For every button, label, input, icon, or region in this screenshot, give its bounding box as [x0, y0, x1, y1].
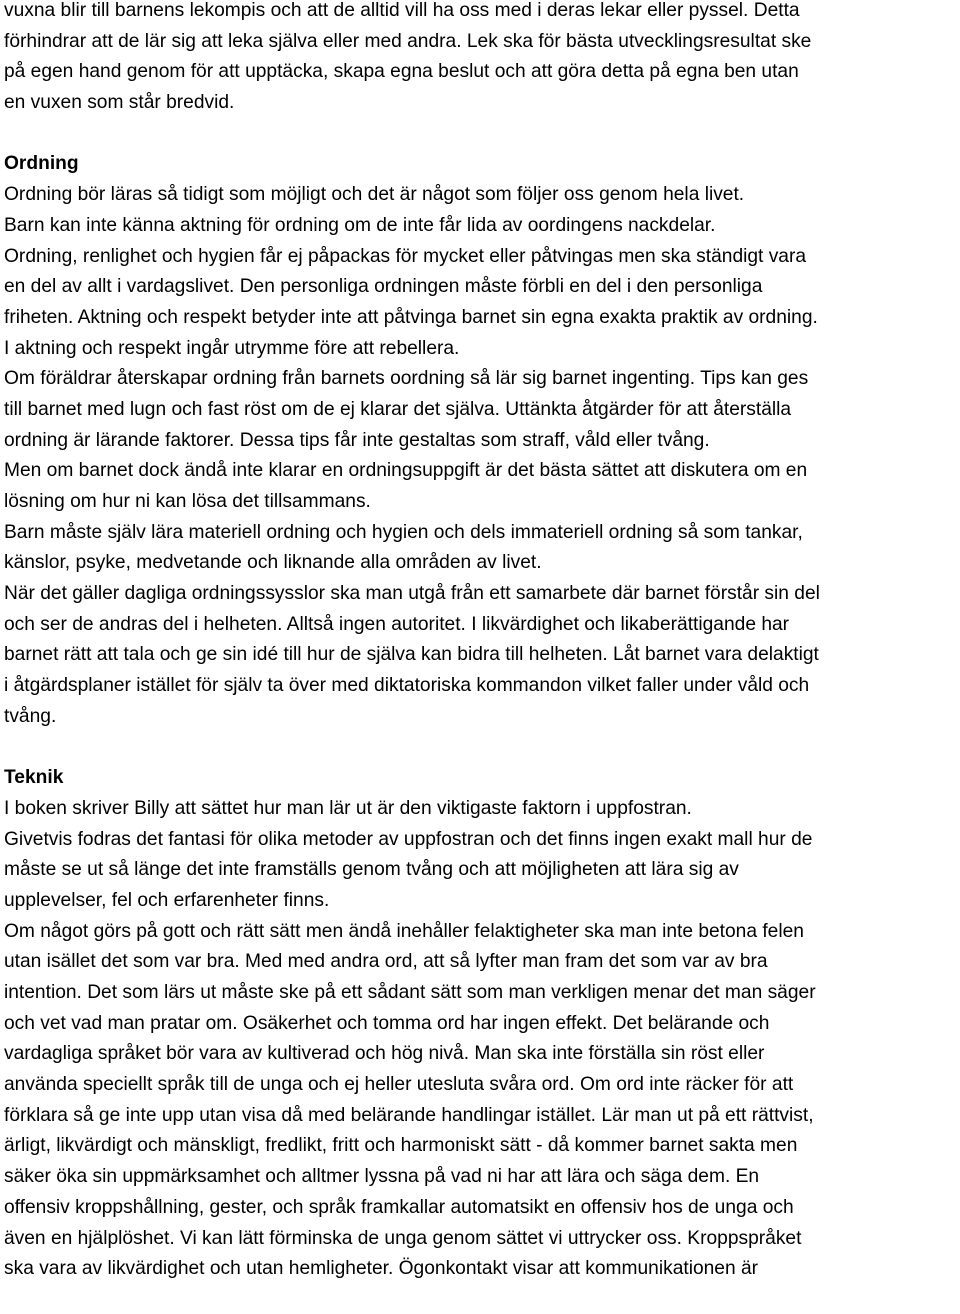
intro-paragraph	[4, 0, 956, 119]
body-line: offensiv kroppshållning, gester, och språk framkallar automatsikt en offensiv hos de unga och	[4, 1196, 794, 1218]
body-line: Om något görs på gott och rätt sätt men ändå inehåller felaktigheter ska man inte betona felen	[4, 920, 804, 942]
body-line: Givetvis fodras det fantasi för olika metoder av uppfostran och det finns ingen exakt mall hur de	[4, 828, 813, 850]
body-line: upplevelser, fel och erfarenheter finns.	[4, 889, 330, 911]
body-line: ärligt, likvärdigt och mänskligt, fredlikt, fritt och harmoniskt sätt - då kommer barnet sakta men	[4, 1135, 798, 1157]
intro-line: förhindrar att de lär sig att leka själva eller med andra. Lek ska för bästa utvecklingsresultat ske	[4, 30, 812, 52]
intro-line: vuxna blir till barnens lekompis och att de alltid vill ha oss med i deras lekar eller pyssel. Detta	[4, 0, 800, 21]
body-line: friheten. Aktning och respekt betyder inte att påtvinga barnet sin egna exakta praktik av ordning.	[4, 306, 818, 328]
body-line: I aktning och respekt ingår utrymme före att rebellera.	[4, 337, 460, 359]
document-page	[4, 0, 956, 1285]
body-line: och ser de andras del i helheten. Alltså ingen autoritet. I likvärdighet och likaberättigande har	[4, 613, 790, 635]
paragraph-gap	[4, 733, 956, 764]
body-line: Ordning, renlighet och hygien får ej påpackas för mycket eller påtvingas men ska ständigt vara	[4, 245, 807, 267]
body-line: lösning om hur ni kan lösa det tillsammans.	[4, 491, 371, 512]
body-line: I boken skriver Billy att sättet hur man lär ut är den viktigaste faktorn i uppfostran.	[4, 797, 692, 819]
body-line: intention. Det som lärs ut måste ske på ett sådant sätt som man verkligen menar det man säger	[4, 982, 816, 1003]
intro-line: på egen hand genom för att upptäcka, skapa egna beslut och att göra detta på egna ben utan	[4, 61, 799, 83]
body-line: känslor, psyke, medvetande och liknande alla områden av livet.	[4, 552, 542, 574]
section-heading: Teknik	[4, 767, 64, 789]
body-line: måste se ut så länge det inte framställs genom tvång och att möjligheten att lära sig av	[4, 859, 739, 881]
intro-line: en vuxen som står bredvid.	[4, 92, 235, 114]
body-line: Barn kan inte känna aktning för ordning om de inte får lida av oordingens nackdelar.	[4, 214, 716, 236]
body-line: till barnet med lugn och fast röst om de ej klarar det själva. Uttänkta åtgärder för att återställa	[4, 398, 792, 420]
body-line: förklara så ge inte upp utan visa då med belärande handlingar istället. Lär man ut på ett rättvist,	[4, 1104, 814, 1126]
section-ordning	[4, 149, 956, 732]
section-teknik	[4, 763, 956, 1285]
body-line: säker öka sin uppmärksamhet och alltmer lyssna på vad ni har att lära och säga dem. En	[4, 1166, 760, 1188]
body-line: och vet vad man pratar om. Osäkerhet och tomma ord har ingen effekt. Det belärande och	[4, 1012, 770, 1034]
body-line: När det gäller dagliga ordningssysslor ska man utgå från ett samarbete där barnet förstår sin del	[4, 583, 820, 605]
body-line: utan isället det som var bra. Med med andra ord, att så lyfter man fram det som var av bra	[4, 951, 768, 973]
body-line: Ordning bör läras så tidigt som möjligt och det är något som följer oss genom hela livet.	[4, 184, 745, 206]
body-line: Barn måste själv lära materiell ordning och hygien och dels immateriell ordning så som tankar,	[4, 521, 803, 543]
body-line: en del av allt i vardagslivet. Den personliga ordningen måste förbli en del i den personliga	[4, 276, 763, 298]
body-line: använda speciellt språk till de unga och ej heller utesluta svåra ord. Om ord inte räcker för att	[4, 1074, 794, 1096]
body-line: barnet rätt att tala och ge sin idé till hur de själva kan bidra till helheten. Låt barnet vara delaktigt	[4, 644, 819, 666]
body-line: ordning är lärande faktorer. Dessa tips får inte gestaltas som straff, våld eller tvång.	[4, 429, 710, 451]
body-line: vardagliga språket bör vara av kultiverad och hög nivå. Man ska inte förställa sin röst eller	[4, 1043, 765, 1065]
body-line: även en hjälplöshet. Vi kan lätt förminska de unga genom sättet vi uttrycker oss. Kroppspråket	[4, 1227, 802, 1249]
body-line: tvång.	[4, 705, 57, 727]
paragraph-gap	[4, 119, 956, 150]
body-line: i åtgärdsplaner istället för själv ta över med diktatoriska kommandon vilket faller under våld och	[4, 675, 810, 697]
body-line: ska vara av likvärdighet och utan hemligheter. Ögonkontakt visar att kommunikationen är	[4, 1258, 759, 1280]
section-heading: Ordning	[4, 153, 79, 175]
body-line: Men om barnet dock ändå inte klarar en ordningsuppgift är det bästa sättet att diskutera om en	[4, 460, 808, 482]
body-line: Om föräldrar återskapar ordning från barnets oordning så lär sig barnet ingenting. Tips kan ges	[4, 368, 809, 390]
